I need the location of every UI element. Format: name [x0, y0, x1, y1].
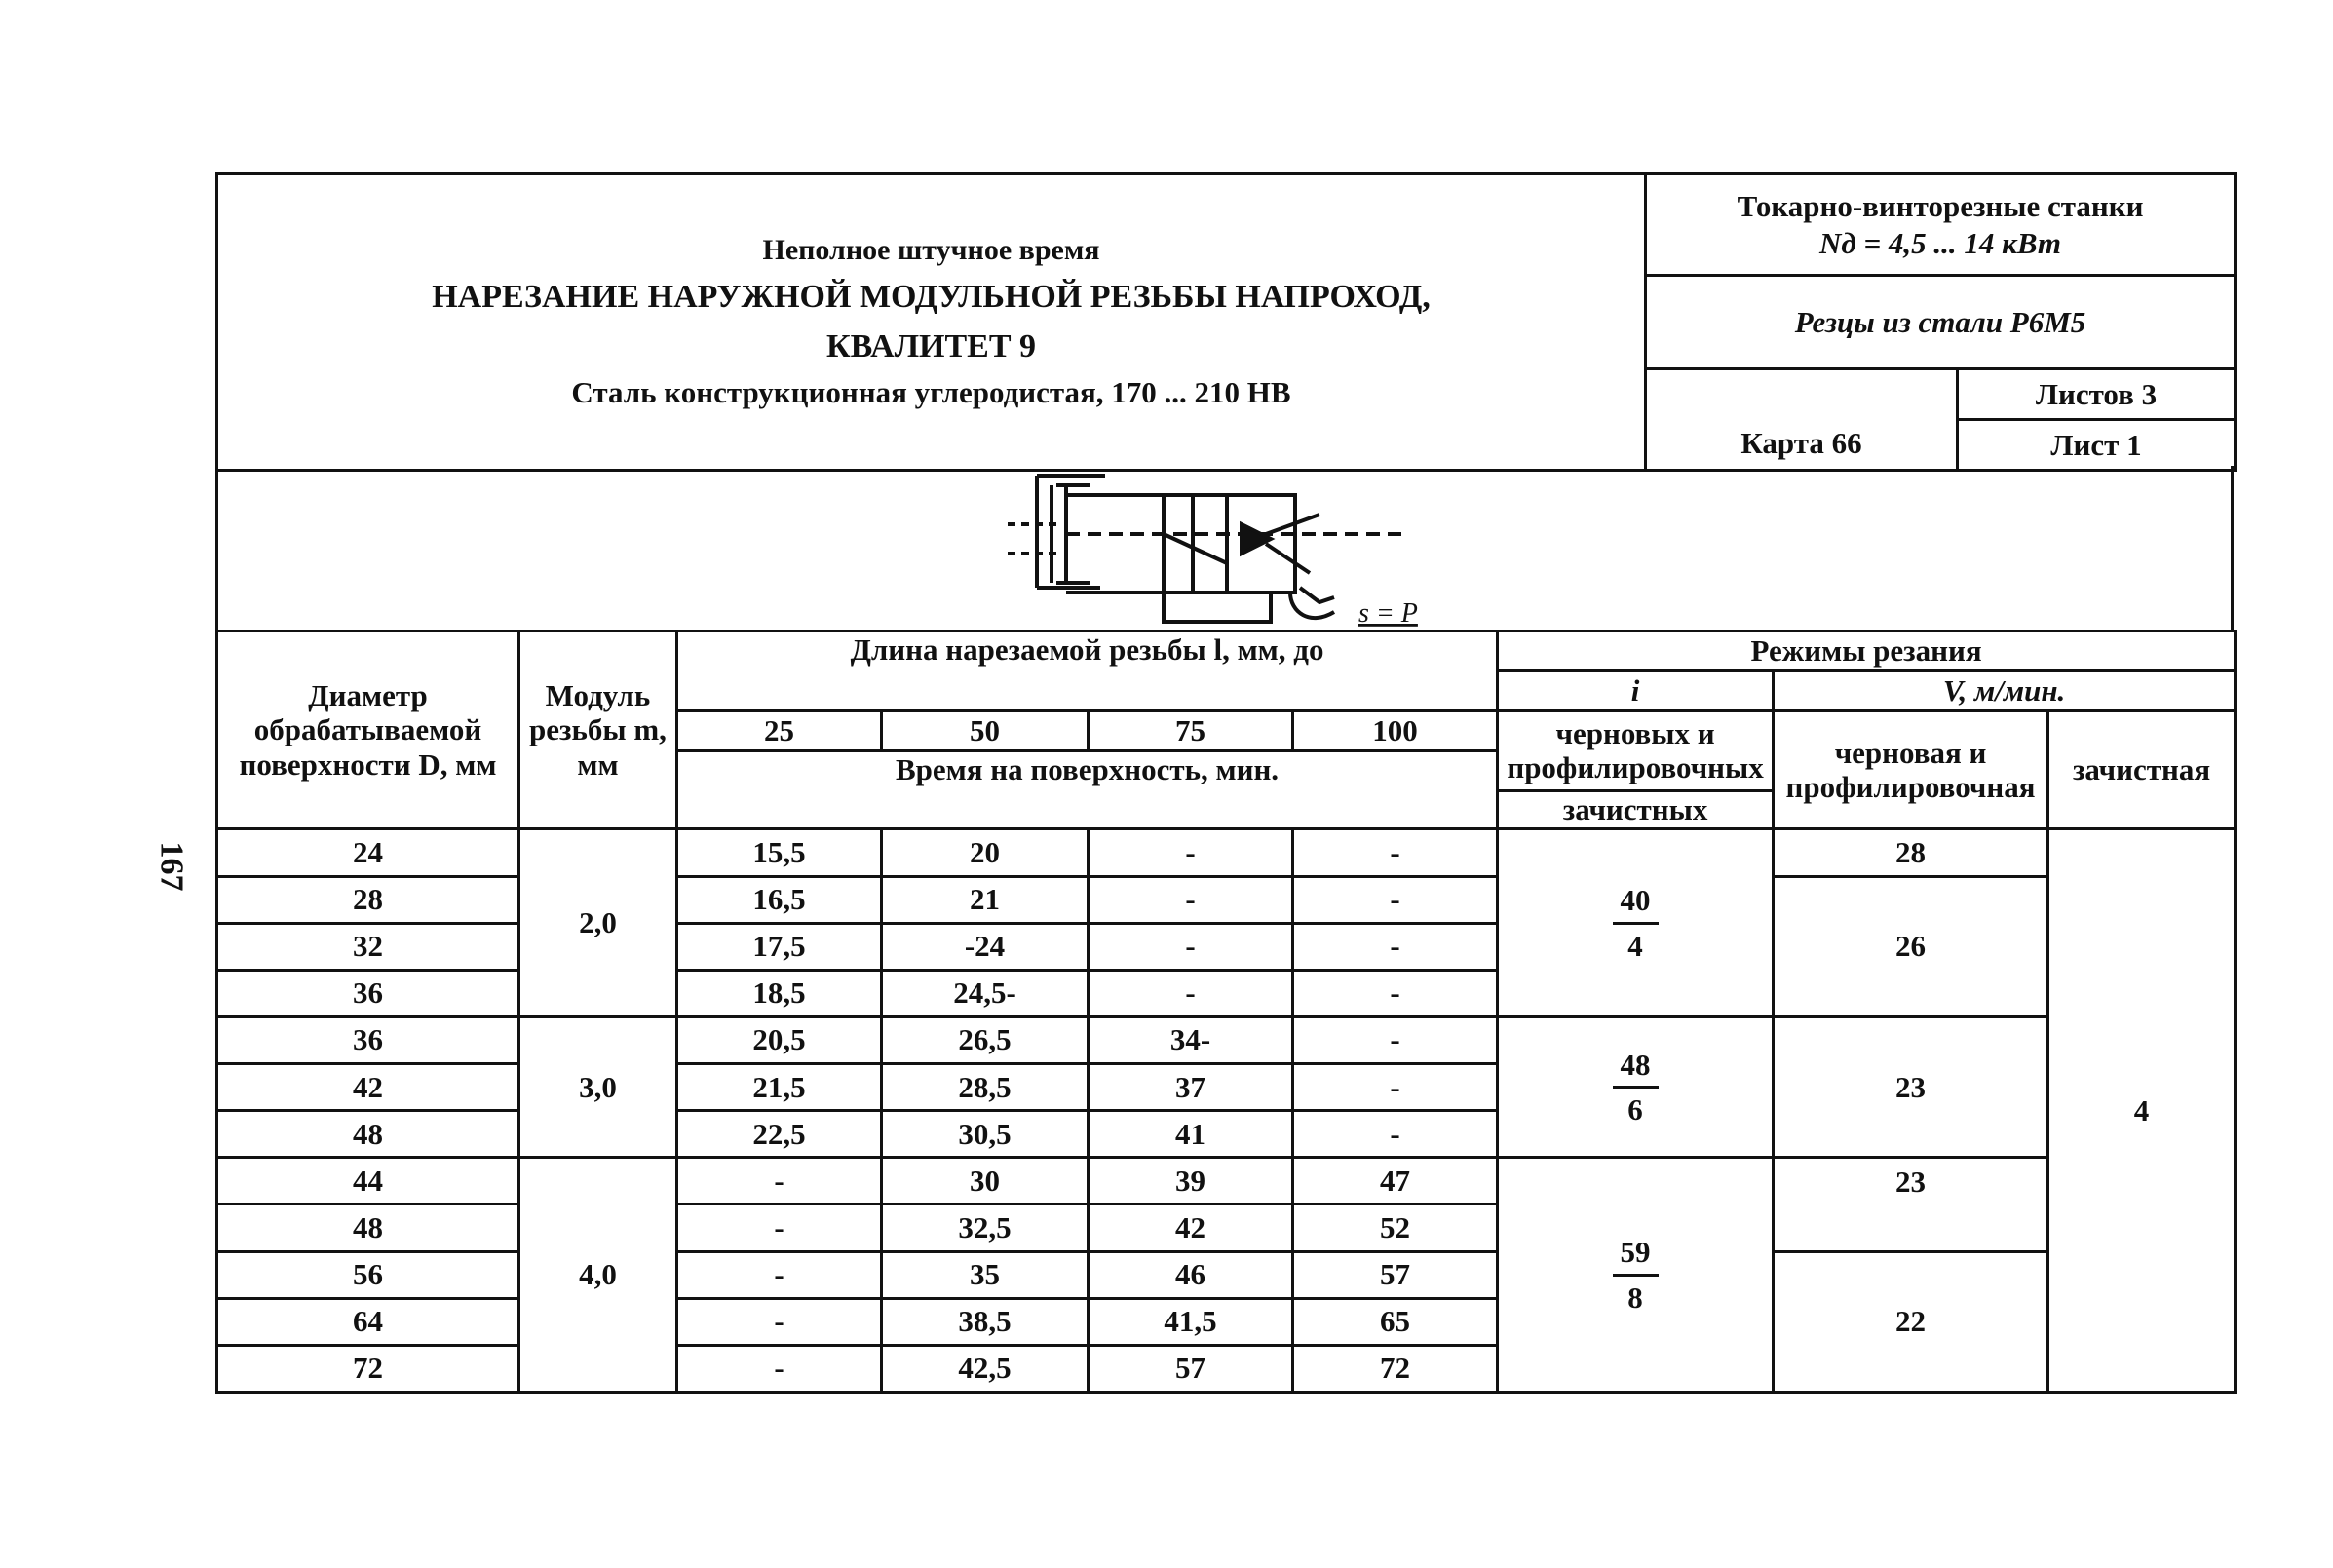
- modes-header: Режимы резания: [1498, 631, 2236, 671]
- v-rough-cell: 28: [1774, 829, 2048, 876]
- diameter-cell: 56: [217, 1251, 519, 1298]
- v-rough-cell: 23: [1774, 1158, 2048, 1251]
- time-cell: -: [677, 1251, 882, 1298]
- diameter-cell: 28: [217, 876, 519, 923]
- time-cell: 22,5: [677, 1111, 882, 1158]
- i-finish-value: 4: [1627, 928, 1643, 963]
- material-spec: Сталь конструкционная углеродистая, 170 ... 210 НВ: [571, 374, 1291, 409]
- diameter-cell: 44: [217, 1158, 519, 1205]
- threading-sketch: [998, 466, 1446, 630]
- time-header: Время на поверхность, мин.: [677, 750, 1498, 829]
- diameter-cell: 42: [217, 1064, 519, 1111]
- operation-title: [218, 272, 1644, 371]
- sheets-total: Листов 3: [1958, 369, 2236, 420]
- card-number: Карта 66: [1646, 369, 1958, 471]
- time-cell: -: [1089, 923, 1293, 970]
- module-cell: 2,0: [519, 829, 677, 1017]
- time-cell: 18,5: [677, 970, 882, 1016]
- i-cell: [1498, 1158, 1774, 1393]
- time-cell: 30,5: [882, 1111, 1089, 1158]
- i-finish-header: зачистных: [1498, 790, 1774, 829]
- page-number: 167: [153, 841, 190, 892]
- i-header: i: [1498, 670, 1774, 710]
- time-cell: 30: [882, 1158, 1089, 1205]
- v-header: V, м/мин.: [1774, 670, 2236, 710]
- time-cell: -: [1293, 970, 1498, 1016]
- time-cell: 39: [1089, 1158, 1293, 1205]
- time-cell: -: [677, 1158, 882, 1205]
- v-rough-header: черновая и профилировочная: [1774, 710, 2048, 828]
- diameter-cell: 48: [217, 1205, 519, 1251]
- i-rough-value: 59: [1613, 1231, 1659, 1276]
- time-cell: -: [1089, 876, 1293, 923]
- time-cell: -: [1293, 829, 1498, 876]
- time-cell: 35: [882, 1251, 1089, 1298]
- time-cell: -: [1293, 923, 1498, 970]
- time-cell: -: [1293, 1111, 1498, 1158]
- i-finish-value: 8: [1627, 1280, 1643, 1315]
- time-cell: -24: [882, 923, 1089, 970]
- time-cell: 52: [1293, 1205, 1498, 1251]
- time-cell: -: [677, 1205, 882, 1251]
- i-rough-value: 40: [1613, 879, 1659, 924]
- time-cell: -: [1293, 1016, 1498, 1063]
- col-module-header: Модуль резьбы m, мм: [519, 631, 677, 829]
- time-cell: 72: [1293, 1345, 1498, 1392]
- subtitle: Неполное штучное время: [762, 234, 1100, 267]
- module-cell: 4,0: [519, 1158, 677, 1393]
- diameter-cell: 24: [217, 829, 519, 876]
- time-cell: 17,5: [677, 923, 882, 970]
- length-50: 50: [882, 710, 1089, 750]
- col-diameter-header: Диаметр обрабатываемой поверхности D, мм: [217, 631, 519, 829]
- diameter-cell: 32: [217, 923, 519, 970]
- time-cell: 41: [1089, 1111, 1293, 1158]
- diameter-cell: 64: [217, 1298, 519, 1345]
- time-cell: -: [1089, 970, 1293, 1016]
- v-rough-cell: 23: [1774, 1016, 2048, 1157]
- title-block: [217, 174, 1646, 471]
- time-cell: 15,5: [677, 829, 882, 876]
- time-cell: 32,5: [882, 1205, 1089, 1251]
- col-length-header: Длина нарезаемой резьбы l, мм, до: [677, 631, 1498, 711]
- v-finish-cell: 4: [2048, 829, 2236, 1393]
- module-cell: 3,0: [519, 1016, 677, 1157]
- time-cell: 34-: [1089, 1016, 1293, 1063]
- time-cell: 57: [1089, 1345, 1293, 1392]
- v-finish-header: зачистная: [2048, 710, 2236, 828]
- v-rough-cell: 26: [1774, 876, 2048, 1016]
- time-cell: 21,5: [677, 1064, 882, 1111]
- length-75: 75: [1089, 710, 1293, 750]
- time-cell: 57: [1293, 1251, 1498, 1298]
- diameter-cell: 36: [217, 970, 519, 1016]
- time-cell: -: [1089, 829, 1293, 876]
- tool-spec: Резцы из стали Р6М5: [1646, 276, 2236, 369]
- i-rough-header: черновых и профилировочных: [1498, 710, 1774, 790]
- time-cell: 47: [1293, 1158, 1498, 1205]
- time-cell: -: [677, 1345, 882, 1392]
- title-line-2: КВАЛИТЕТ 9: [825, 327, 1037, 364]
- time-cell: -: [1293, 1064, 1498, 1111]
- time-cell: 26,5: [882, 1016, 1089, 1063]
- time-cell: 16,5: [677, 876, 882, 923]
- time-cell: -: [1293, 876, 1498, 923]
- sketch-area: [215, 466, 2234, 632]
- sheet-number: Лист 1: [1958, 420, 2236, 471]
- time-cell: -: [677, 1298, 882, 1345]
- card-header: [215, 172, 2237, 472]
- time-cell: 41,5: [1089, 1298, 1293, 1345]
- machine-type: Токарно-винторезные станки: [1737, 189, 2144, 224]
- time-table: [215, 630, 2237, 1394]
- feed-label: s = P: [1358, 598, 1418, 629]
- diameter-cell: 48: [217, 1111, 519, 1158]
- i-rough-value: 48: [1613, 1044, 1659, 1089]
- length-25: 25: [677, 710, 882, 750]
- time-cell: 24,5-: [882, 970, 1089, 1016]
- title-line-1: НАРЕЗАНИЕ НАРУЖНОЙ МОДУЛЬНОЙ РЕЗЬБЫ НАПРОХОД,: [432, 278, 1431, 315]
- time-cell: 42: [1089, 1205, 1293, 1251]
- time-cell: 38,5: [882, 1298, 1089, 1345]
- machine-cell: [1646, 174, 2236, 276]
- time-cell: 46: [1089, 1251, 1293, 1298]
- diameter-cell: 72: [217, 1345, 519, 1392]
- v-rough-cell: 22: [1774, 1251, 2048, 1393]
- time-cell: 65: [1293, 1298, 1498, 1345]
- i-cell: [1498, 1016, 1774, 1157]
- time-cell: 20: [882, 829, 1089, 876]
- i-cell: [1498, 829, 1774, 1017]
- machine-power: Nд = 4,5 ... 14 кВт: [1818, 225, 2062, 260]
- time-cell: 20,5: [677, 1016, 882, 1063]
- time-cell: 42,5: [882, 1345, 1089, 1392]
- time-cell: 28,5: [882, 1064, 1089, 1111]
- length-100: 100: [1293, 710, 1498, 750]
- i-finish-value: 6: [1627, 1092, 1643, 1128]
- diameter-cell: 36: [217, 1016, 519, 1063]
- norm-card: [215, 172, 2234, 1394]
- time-cell: 21: [882, 876, 1089, 923]
- time-cell: 37: [1089, 1064, 1293, 1111]
